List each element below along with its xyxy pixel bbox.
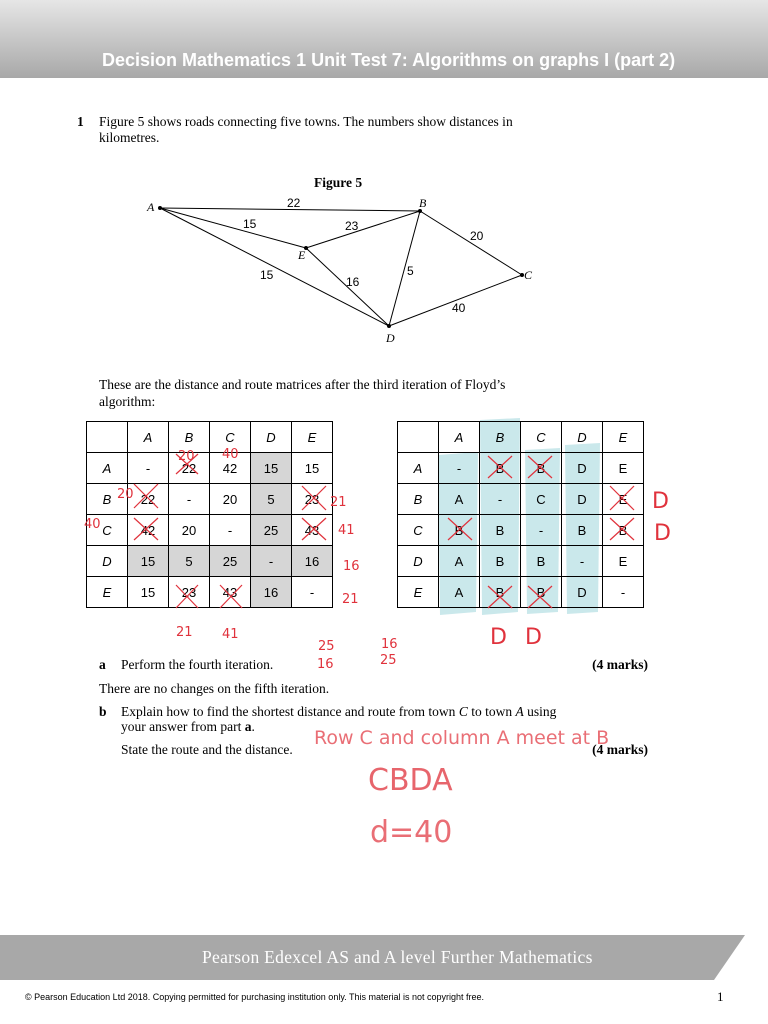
matrix-cell: - <box>562 546 603 577</box>
node-label-a: A <box>147 200 155 214</box>
hw-calc-16b: 16 <box>381 637 398 652</box>
matrix-cell: 16 <box>251 577 292 608</box>
row-header: B <box>398 484 439 515</box>
node-label-e: E <box>298 248 306 262</box>
hw-dist-a-b: 20 <box>178 449 195 464</box>
matrix-cell: - <box>251 546 292 577</box>
column-header: B <box>169 422 210 453</box>
part-b-text: to town <box>467 704 516 719</box>
matrix-cell: - <box>128 453 169 484</box>
column-header: A <box>128 422 169 453</box>
column-header: B <box>480 422 521 453</box>
part-b-line1 <box>121 704 556 720</box>
page-number: 1 <box>717 989 724 1004</box>
question-intro-line2: kilometres. <box>99 130 160 145</box>
matrix-cell: B <box>603 515 644 546</box>
hw-answer-distance: d=40 <box>370 815 453 850</box>
matrix-cell: E <box>603 484 644 515</box>
distance-matrix <box>86 421 333 608</box>
column-header: C <box>210 422 251 453</box>
matrix-cell: A <box>439 546 480 577</box>
hw-answer-line1: Row C and column A meet at B <box>314 727 610 749</box>
column-header: D <box>251 422 292 453</box>
part-b-marks: (4 marks) <box>592 742 648 757</box>
matrix-cell: B <box>521 546 562 577</box>
hw-dist-b-e: 21 <box>330 495 347 510</box>
column-header: A <box>439 422 480 453</box>
edge-weight-e-d: 16 <box>346 275 360 289</box>
part-a-text: Perform the fourth iteration. <box>121 657 274 672</box>
matrix-cell: 15 <box>292 453 333 484</box>
hw-calc-16: 16 <box>317 657 334 672</box>
matrix-corner <box>87 422 128 453</box>
matrix-cell: 42 <box>210 453 251 484</box>
matrix-cell: 16 <box>292 546 333 577</box>
page-title: Decision Mathematics 1 Unit Test 7: Algorithms on graphs I (part 2) <box>102 50 676 70</box>
matrix-cell: 43 <box>210 577 251 608</box>
question-number: 1 <box>77 114 84 129</box>
edge-weight-b-d: 5 <box>407 264 414 278</box>
part-b-text: . <box>251 719 255 734</box>
footer-series-title: Pearson Edexcel AS and A level Further Mathematics <box>202 947 593 967</box>
matrix-cell: D <box>562 453 603 484</box>
matrix-cell: 43 <box>292 515 333 546</box>
hw-dist-bottom-b: 21 <box>176 625 193 640</box>
matrix-cell: E <box>603 546 644 577</box>
row-header: B <box>87 484 128 515</box>
matrix-cell: 20 <box>169 515 210 546</box>
hw-dist-c-e: 41 <box>338 523 355 538</box>
hw-calc-25b: 25 <box>380 653 397 668</box>
row-header: D <box>87 546 128 577</box>
hw-route-right-b: D <box>652 489 669 514</box>
matrix-cell: - <box>439 453 480 484</box>
row-header: C <box>87 515 128 546</box>
row-header: A <box>398 453 439 484</box>
part-a-marks: (4 marks) <box>592 657 648 672</box>
column-header: E <box>603 422 644 453</box>
matrix-intro-line2: algorithm: <box>99 394 156 409</box>
hw-dist-a-c: 40 <box>222 447 239 462</box>
matrix-cell: 25 <box>210 546 251 577</box>
hw-dist-b-left: 20 <box>117 487 134 502</box>
hw-calc-25: 25 <box>318 639 335 654</box>
hw-answer-route: CBDA <box>368 763 453 798</box>
matrix-cell: B <box>480 515 521 546</box>
town-a-ref: A <box>515 704 524 719</box>
matrix-cell: B <box>521 577 562 608</box>
question-intro-line1: Figure 5 shows roads connecting five towns. The numbers show distances in <box>99 114 513 129</box>
matrix-cell: 15 <box>251 453 292 484</box>
column-header: D <box>562 422 603 453</box>
matrix-cell: B <box>439 515 480 546</box>
matrix-cell: A <box>439 484 480 515</box>
edge-weight-a-d: 15 <box>260 268 274 282</box>
part-a-ref: a <box>244 719 252 734</box>
matrix-cell: D <box>562 577 603 608</box>
part-b-label: b <box>99 704 107 719</box>
matrix-cell: B <box>562 515 603 546</box>
matrix-cell: E <box>603 453 644 484</box>
hw-dist-c-left: 40 <box>84 517 101 532</box>
hw-route-bottom-c: D <box>525 625 542 650</box>
edge-weight-a-e: 15 <box>243 217 257 231</box>
matrix-cell: 42 <box>128 515 169 546</box>
matrix-cell: 23 <box>292 484 333 515</box>
matrix-cell: - <box>603 577 644 608</box>
edge-weight-b-c: 20 <box>470 229 484 243</box>
row-header: E <box>398 577 439 608</box>
node-label-c: C <box>524 268 533 282</box>
matrix-cell: 5 <box>169 546 210 577</box>
matrix-corner <box>398 422 439 453</box>
matrix-cell: B <box>480 577 521 608</box>
row-header: C <box>398 515 439 546</box>
hw-dist-e-right: 21 <box>342 592 359 607</box>
matrix-cell: - <box>292 577 333 608</box>
part-b-line3: State the route and the distance. <box>121 742 293 757</box>
column-header: E <box>292 422 333 453</box>
part-a-label: a <box>99 657 106 672</box>
edge-weight-e-b: 23 <box>345 219 359 233</box>
node-label-b: B <box>419 196 427 210</box>
matrix-cell: 23 <box>169 577 210 608</box>
town-c-ref: C <box>458 704 468 719</box>
hw-dist-bottom-c: 41 <box>222 627 239 642</box>
matrix-cell: D <box>562 484 603 515</box>
node-label-d: D <box>386 331 395 345</box>
matrix-cell: B <box>480 453 521 484</box>
part-b-line2 <box>121 719 255 735</box>
column-header: C <box>521 422 562 453</box>
matrix-cell: - <box>169 484 210 515</box>
matrix-cell: 22 <box>169 453 210 484</box>
route-matrix <box>397 421 644 608</box>
matrix-cell: - <box>480 484 521 515</box>
row-header: A <box>87 453 128 484</box>
matrix-cell: 25 <box>251 515 292 546</box>
copyright-notice: © Pearson Education Ltd 2018. Copying permitted for purchasing institution only. This material is not copyright free. <box>25 992 485 1002</box>
hw-dist-d-e: 16 <box>343 559 360 574</box>
matrix-cell: - <box>210 515 251 546</box>
matrix-cell: 15 <box>128 577 169 608</box>
matrix-cell: 20 <box>210 484 251 515</box>
row-header: D <box>398 546 439 577</box>
matrix-cell: B <box>521 453 562 484</box>
matrix-intro-line1: These are the distance and route matrices after the third iteration of Floyd’s <box>99 377 506 392</box>
matrix-cell: B <box>480 546 521 577</box>
matrix-cell: 22 <box>128 484 169 515</box>
fifth-iteration-note: There are no changes on the fifth iteration. <box>99 681 330 696</box>
matrix-cell: 5 <box>251 484 292 515</box>
row-header: E <box>87 577 128 608</box>
edge-weight-a-b: 22 <box>287 196 301 210</box>
edge-weight-d-c: 40 <box>452 301 466 315</box>
part-b-text: using <box>523 704 557 719</box>
matrix-cell: 15 <box>128 546 169 577</box>
hw-route-right-c: D <box>654 521 671 546</box>
matrix-cell: C <box>521 484 562 515</box>
part-b-text: Explain how to find the shortest distance and route from town <box>121 704 459 719</box>
hw-route-bottom-b: D <box>490 625 507 650</box>
figure-title: Figure 5 <box>314 175 363 190</box>
matrix-cell: - <box>521 515 562 546</box>
matrix-cell: A <box>439 577 480 608</box>
part-b-text: your answer from part <box>121 719 245 734</box>
